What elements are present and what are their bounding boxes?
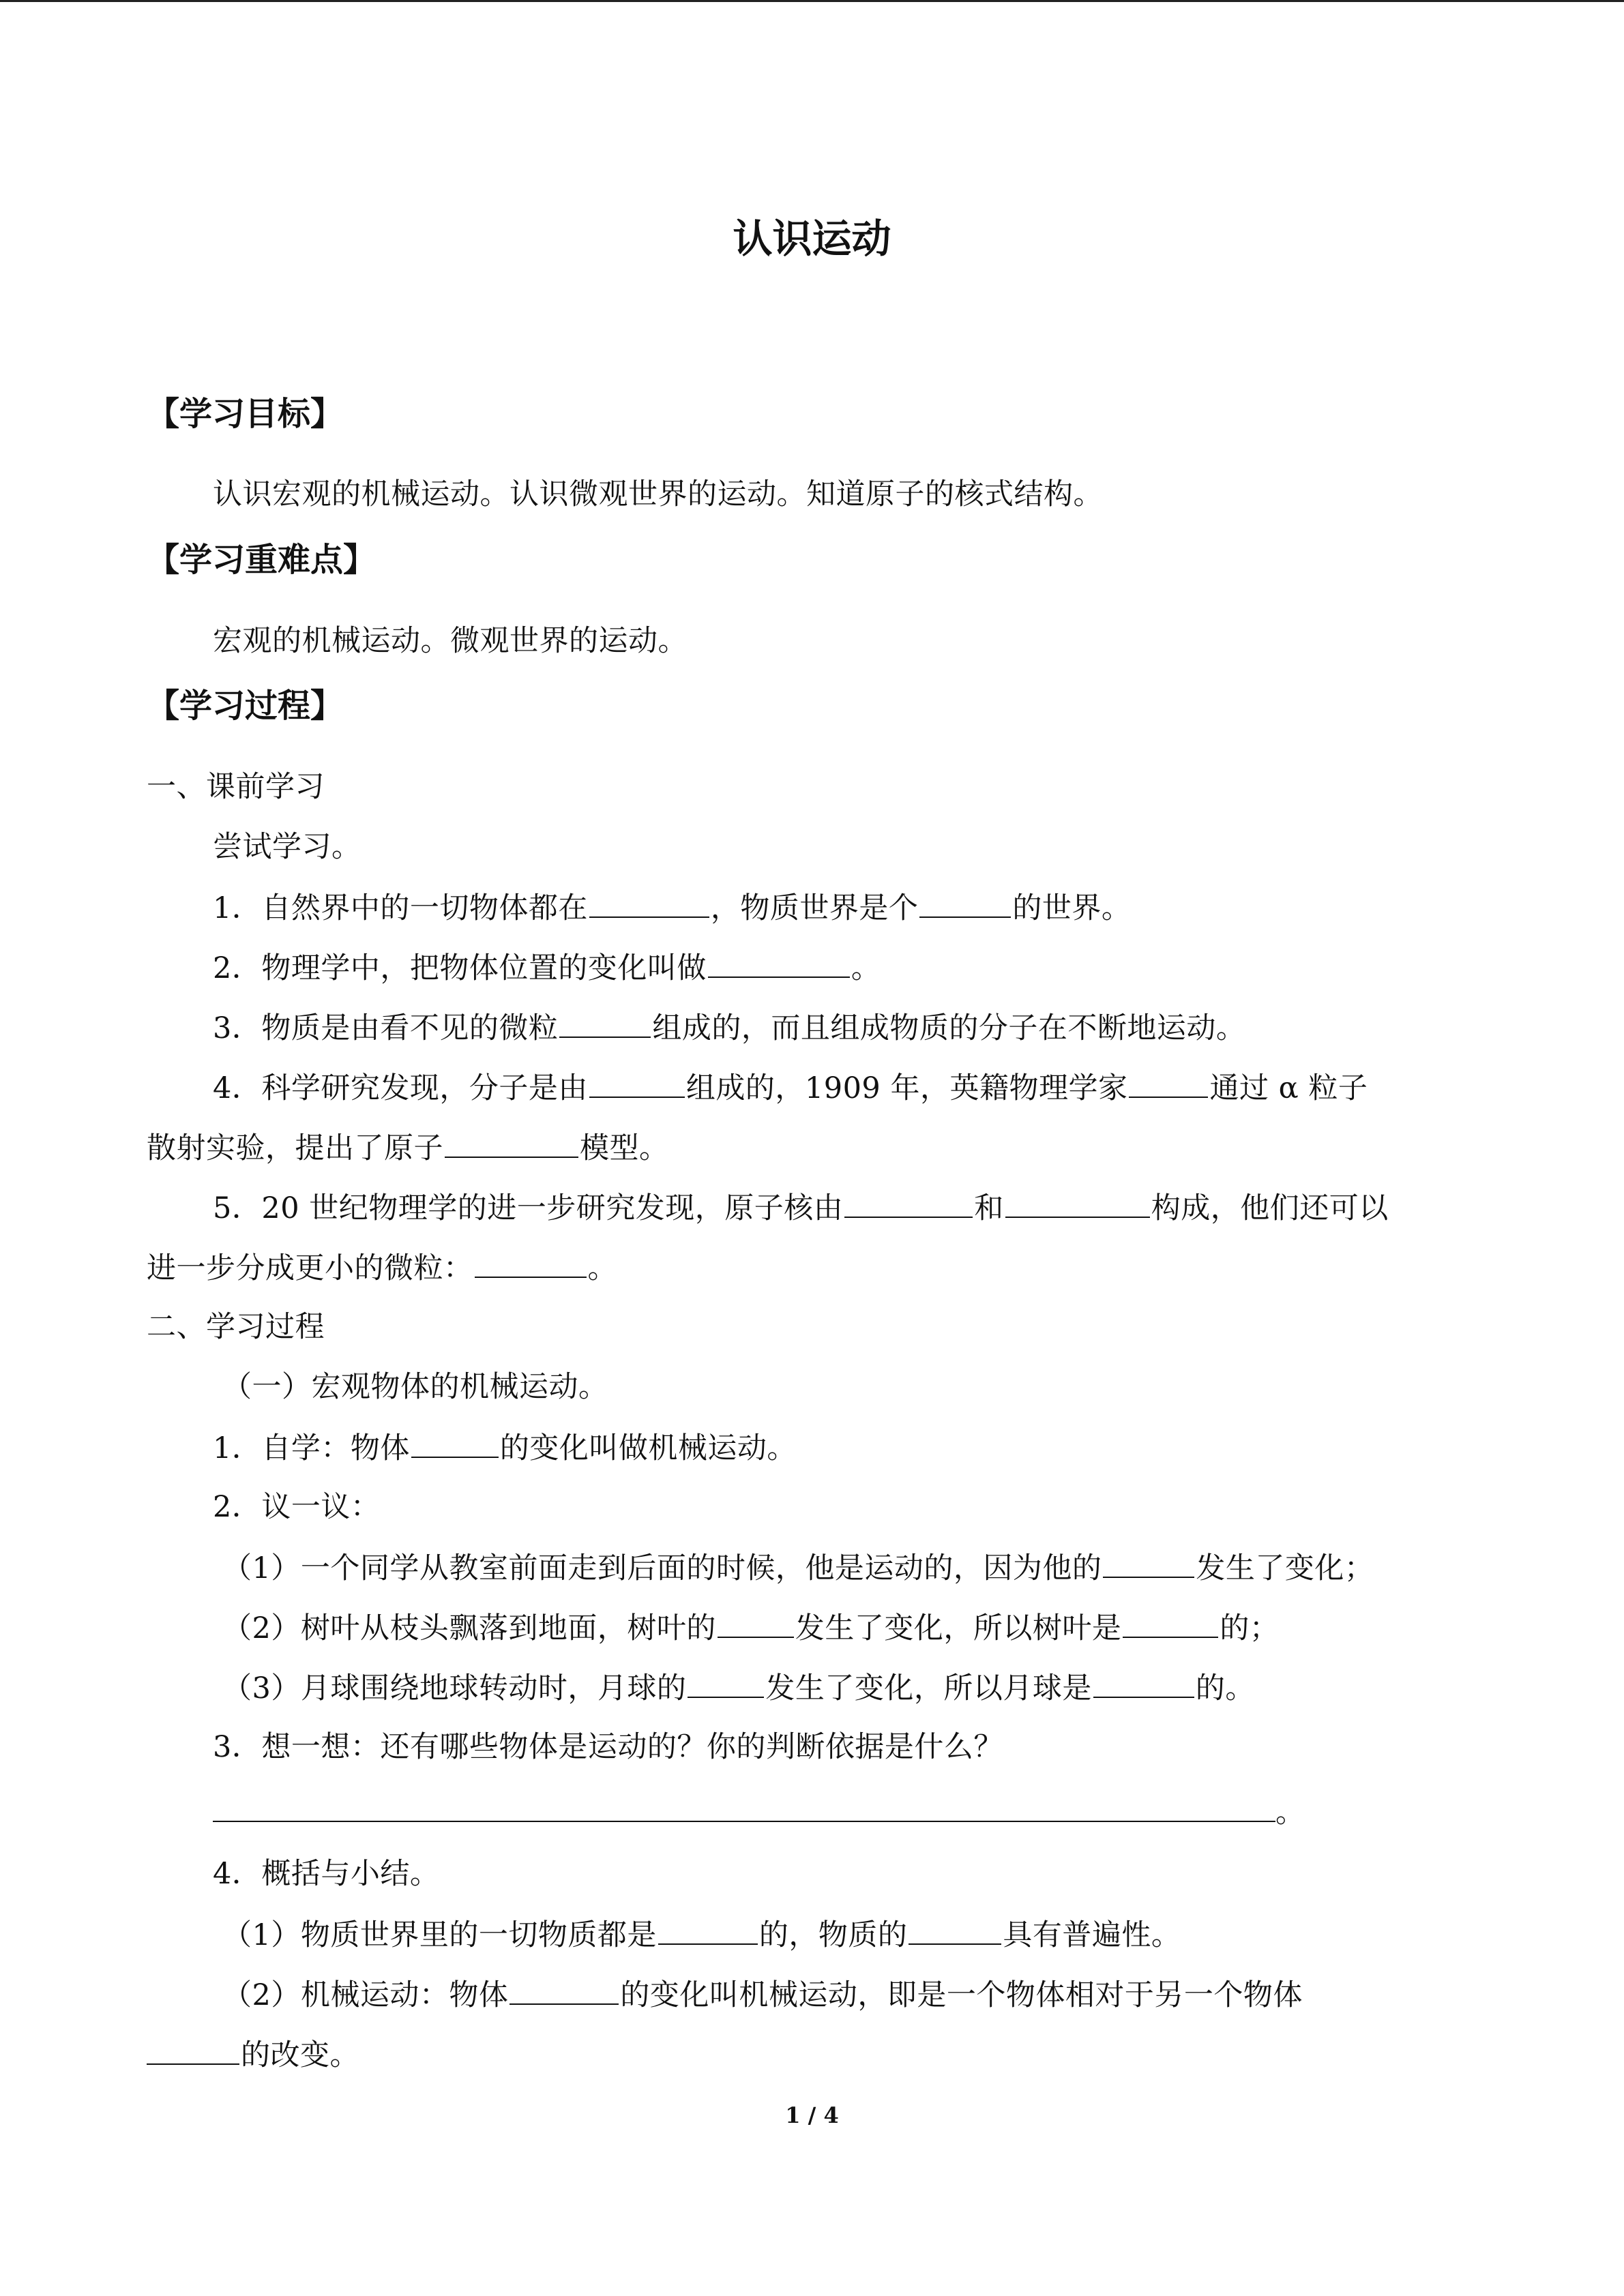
question-text: 。 <box>587 1251 617 1285</box>
process-item-4-2-line-1 <box>222 1973 1303 2016</box>
section-pre-study-heading: 一、课前学习 <box>147 770 325 804</box>
answer-blank[interactable] <box>147 2033 239 2065</box>
process-item-2-3 <box>222 1667 1255 1709</box>
process-item-3-answer <box>213 1791 1305 1833</box>
answer-blank[interactable] <box>1123 1607 1218 1638</box>
question-text: 1．自学：物体 <box>213 1431 410 1465</box>
question-5-line-1 <box>213 1187 1389 1229</box>
top-border-line <box>0 0 1624 2</box>
answer-blank[interactable] <box>1093 1667 1194 1698</box>
question-text: （1）一个同学从教室前面走到后面的时候，他是运动的，因为他的 <box>222 1551 1102 1585</box>
process-item-2-1 <box>222 1547 1374 1589</box>
answer-blank[interactable] <box>589 886 709 918</box>
question-text: 4．科学研究发现，分子是由 <box>213 1071 588 1105</box>
heading-learning-goals: 【学习目标】 <box>147 395 344 433</box>
question-text: 的改变。 <box>241 2038 359 2072</box>
answer-blank[interactable] <box>589 1067 685 1098</box>
question-text: ，物质世界是个 <box>710 891 919 925</box>
question-3 <box>213 1007 1245 1049</box>
question-text: 的世界。 <box>1012 891 1132 925</box>
question-4-line-1 <box>213 1067 1368 1109</box>
answer-blank[interactable] <box>688 1667 764 1698</box>
process-item-2: 2．议一议： <box>213 1490 381 1524</box>
question-text: （3）月球围绕地球转动时，月球的 <box>222 1671 687 1705</box>
page-title: 认识运动 <box>733 215 891 262</box>
question-text: 3．物质是由看不见的微粒 <box>213 1011 559 1045</box>
question-text: 具有普遍性。 <box>1003 1918 1181 1952</box>
question-text: （1）物质世界里的一切物质都是 <box>222 1918 657 1952</box>
question-text: 的变化叫机械运动，即是一个物体相对于另一个物体 <box>620 1978 1303 2012</box>
answer-blank[interactable] <box>475 1247 587 1278</box>
section-process-heading: 二、学习过程 <box>147 1310 325 1344</box>
process-item-1 <box>213 1427 797 1469</box>
question-text: （2）树叶从枝头飘落到地面，树叶的 <box>222 1611 716 1645</box>
question-text: 5．20 世纪物理学的进一步研究发现，原子核由 <box>213 1191 844 1225</box>
question-text: 和 <box>974 1191 1004 1225</box>
question-text: 的； <box>1220 1611 1280 1645</box>
learning-goals-text: 认识宏观的机械运动。认识微观世界的运动。知道原子的核式结构。 <box>213 477 1103 511</box>
question-2 <box>213 946 881 989</box>
process-item-4-1 <box>222 1913 1181 1956</box>
question-text: （2）机械运动：物体 <box>222 1978 509 2012</box>
answer-blank[interactable] <box>1103 1547 1194 1578</box>
question-text: 发生了变化； <box>1196 1551 1374 1585</box>
process-item-3: 3．想一想：还有哪些物体是运动的？你的判断依据是什么？ <box>213 1730 1003 1764</box>
question-text: 发生了变化，所以树叶是 <box>795 1611 1122 1645</box>
page-number: 1 / 4 <box>785 2102 839 2128</box>
question-text: 的变化叫做机械运动。 <box>499 1431 797 1465</box>
question-text: 构成，他们还可以 <box>1151 1191 1389 1225</box>
answer-blank[interactable] <box>411 1427 499 1458</box>
question-text: 组成的，1909 年，英籍物理学家 <box>685 1071 1128 1105</box>
answer-blank[interactable] <box>718 1607 794 1638</box>
process-item-4-2-line-2 <box>147 2033 359 2076</box>
answer-blank[interactable] <box>1005 1187 1150 1218</box>
question-text: 的，物质的 <box>758 1918 908 1952</box>
question-text: 进一步分成更小的微粒： <box>147 1251 473 1285</box>
question-5-line-2 <box>147 1247 617 1289</box>
answer-blank[interactable] <box>1129 1067 1208 1098</box>
answer-blank[interactable] <box>844 1187 973 1218</box>
process-item-4: 4．概括与小结。 <box>213 1857 440 1891</box>
subsection-mechanical-motion: （一）宏观物体的机械运动。 <box>222 1370 608 1404</box>
heading-key-points: 【学习重难点】 <box>147 541 377 579</box>
question-text: 散射实验，提出了原子 <box>147 1131 443 1165</box>
process-item-2-2 <box>222 1607 1279 1649</box>
answer-blank[interactable] <box>658 1913 758 1945</box>
key-points-text: 宏观的机械运动。微观世界的运动。 <box>213 624 688 658</box>
question-text: 2．物理学中，把物体位置的变化叫做 <box>213 951 707 985</box>
answer-long-blank[interactable] <box>213 1791 1275 1822</box>
answer-blank[interactable] <box>909 1913 1001 1945</box>
answer-blank[interactable] <box>510 1973 619 2005</box>
question-text: 发生了变化，所以月球是 <box>765 1671 1092 1705</box>
question-text: 1．自然界中的一切物体都在 <box>213 891 588 925</box>
answer-blank[interactable] <box>559 1007 651 1038</box>
question-text: 通过 α 粒子 <box>1209 1071 1368 1105</box>
question-4-line-2 <box>147 1127 669 1169</box>
question-text: 。 <box>851 951 881 985</box>
question-text: 的。 <box>1195 1671 1255 1705</box>
question-text: 。 <box>1275 1795 1305 1830</box>
answer-blank[interactable] <box>919 886 1011 918</box>
question-text: 组成的，而且组成物质的分子在不断地运动。 <box>652 1011 1246 1045</box>
answer-blank[interactable] <box>708 946 850 978</box>
question-text: 模型。 <box>580 1131 669 1165</box>
heading-learning-process: 【学习过程】 <box>147 687 344 725</box>
answer-blank[interactable] <box>445 1127 578 1158</box>
question-1 <box>213 886 1131 929</box>
pre-study-intro: 尝试学习。 <box>213 830 361 864</box>
